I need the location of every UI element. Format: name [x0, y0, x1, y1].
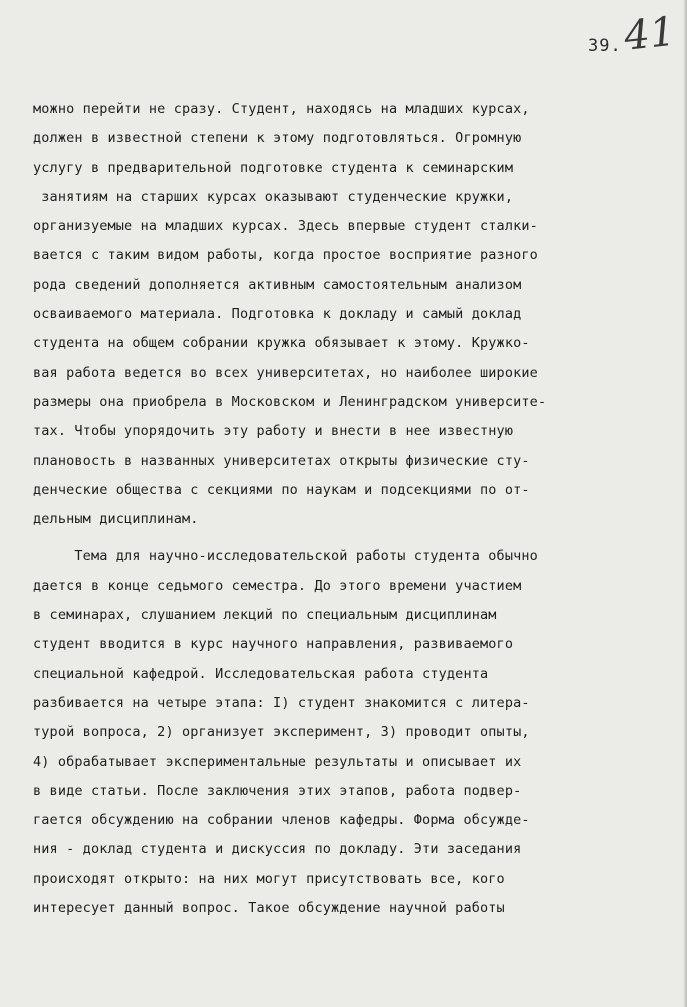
paragraph: [33, 542, 683, 923]
text-line: Тема для научно-исследовательской работы студента обычно: [33, 548, 538, 565]
text-line: гается обсуждению на собрании членов кафедры. Форма обсужде-: [33, 812, 530, 829]
text-line: дается в конце седьмого семестра. До этого времени участием: [33, 577, 522, 594]
text-line: размеры она приобрела в Московском и Ленинградском университе-: [33, 393, 547, 410]
text-line: вая работа ведется во всех университетах, но наиболее широкие: [33, 364, 538, 381]
text-line: в виде статьи. После заключения этих этапов, работа подвер-: [33, 782, 522, 799]
text-line: студента на общем собрании кружка обязывает к этому. Кружко-: [33, 335, 530, 352]
text-line: вается с таким видом работы, когда простое восприятие разного: [33, 247, 538, 264]
text-line: рода сведений дополняется активным самостоятельным анализом: [33, 276, 522, 293]
text-line: в семинарах, слушанием лекций по специальным дисциплинам: [33, 607, 497, 624]
text-line: денческие общества с секциями по наукам и подсекциями по от-: [33, 481, 530, 498]
paragraph-gap: [33, 534, 683, 542]
page-number: 39.: [588, 36, 622, 56]
text-line: должен в известной степени к этому подготовляться. Огромную: [33, 130, 522, 147]
text-line: разбивается на четыре этапа: I) студент знакомится с литера-: [33, 694, 530, 711]
text-line: специальной кафедрой. Исследовательская работа студента: [33, 665, 489, 682]
text-line: происходят открыто: на них могут присутствовать все, кого: [33, 870, 505, 887]
text-line: можно перейти не сразу. Студент, находясь на младших курсах,: [33, 101, 530, 117]
text-line: услугу в предварительной подготовке студента к семинарским: [33, 159, 514, 176]
text-line: 4) обрабатывает экспериментальные результаты и описывает их: [33, 753, 522, 770]
paragraph: [33, 95, 683, 534]
text-line: турой вопроса, 2) организует эксперимент, 3) проводит опыты,: [33, 724, 530, 741]
body-text: [33, 95, 683, 923]
text-line: плановость в названных университетах открыты физические сту-: [33, 452, 530, 469]
text-line: дельным дисциплинам.: [33, 511, 199, 528]
handwritten-page-number: 41: [622, 8, 678, 60]
text-line: интересует данный вопрос. Такое обсуждение научной работы: [33, 900, 505, 917]
text-line: занятиям на старших курсах оказывают студенческие кружки,: [33, 188, 514, 205]
text-line: ния - доклад студента и дискуссия по докладу. Эти заседания: [33, 841, 522, 858]
text-line: тах. Чтобы упорядочить эту работу и внести в нее известную: [33, 423, 514, 440]
page-edge-shadow: [683, 0, 687, 1007]
text-line: студент вводится в курс научного направления, развиваемого: [33, 636, 514, 653]
text-line: осваиваемого материала. Подготовка к докладу и самый доклад: [33, 306, 522, 323]
text-line: организуемые на младших курсах. Здесь впервые студент сталки-: [33, 218, 538, 235]
